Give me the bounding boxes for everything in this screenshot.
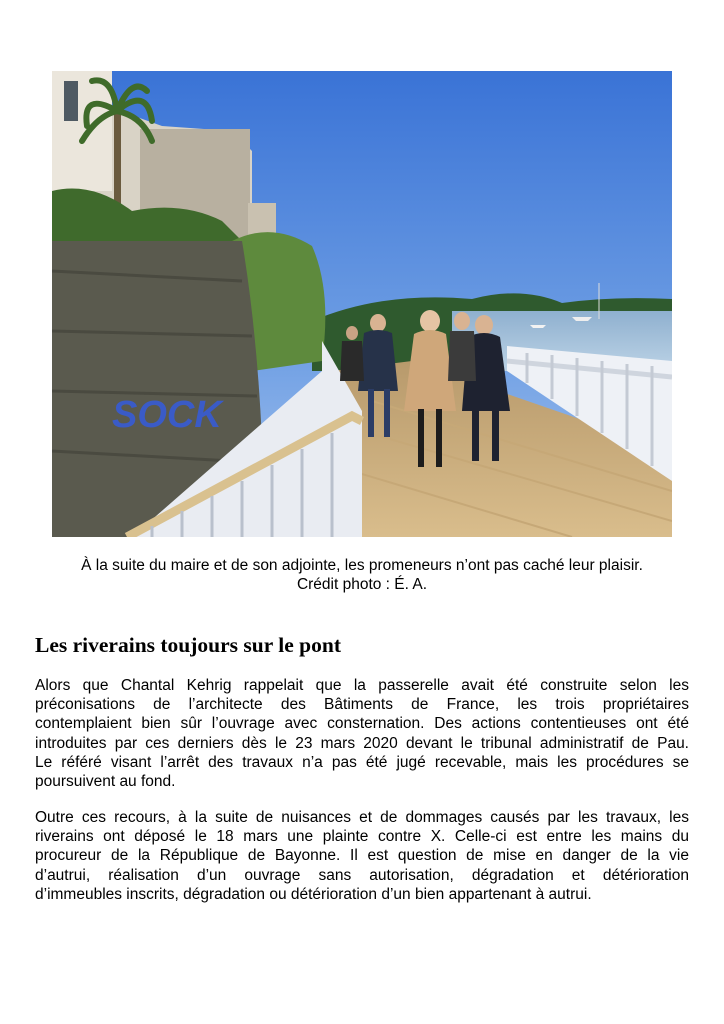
article-paragraph-1 xyxy=(35,676,689,791)
article-paragraph-2 xyxy=(35,808,689,904)
paragraph-line: d’autrui, réalisation d’un ouvrage sans autorisation, dégradation et détérioration xyxy=(35,866,689,884)
article-photo xyxy=(52,71,672,537)
paragraph-line: contemplaient bien sûr l’ouvrage avec consternation. Des actions contentieuses ont été xyxy=(35,715,689,733)
graffiti: SOCK xyxy=(112,394,222,436)
photo-credit: Crédit photo : É. A. xyxy=(296,576,428,593)
paragraph-line: riverains ont déposé le 18 mars une plainte contre X. Celle-ci est entre les mains du xyxy=(35,828,689,846)
paragraph-line: procureur de la République de Bayonne. Il est question de mise en danger de la vie xyxy=(35,847,689,865)
paragraph-line: préconisations de l’architecte des Bâtiments de France, les trois propriétaires xyxy=(35,696,689,714)
paragraph-line: poursuivent au fond. xyxy=(35,772,176,790)
paragraph-line: Alors que Chantal Kehrig rappelait que la passerelle avait été construite selon les xyxy=(35,677,689,694)
paragraph-line: d’immeubles inscrits, dégradation ou détérioration d’un bien appartenant à autrui. xyxy=(35,885,592,903)
paragraph-line: Le référé visant l’arrêt des travaux n’a pas été jugé recevable, mais les procédures se xyxy=(35,753,689,771)
paragraph-line: Outre ces recours, à la suite de nuisances et de dommages causés par les travaux, les xyxy=(35,809,689,826)
photo-caption: À la suite du maire et de son adjointe, les promeneurs n’ont pas caché leur plaisir. xyxy=(81,557,643,574)
promenade-photo-illustration xyxy=(52,71,672,537)
section-heading: Les riverains toujours sur le pont xyxy=(35,633,341,657)
paragraph-line: introduites par ces derniers dès le 23 mars 2020 devant le tribunal administratif de Pau. xyxy=(35,734,689,752)
